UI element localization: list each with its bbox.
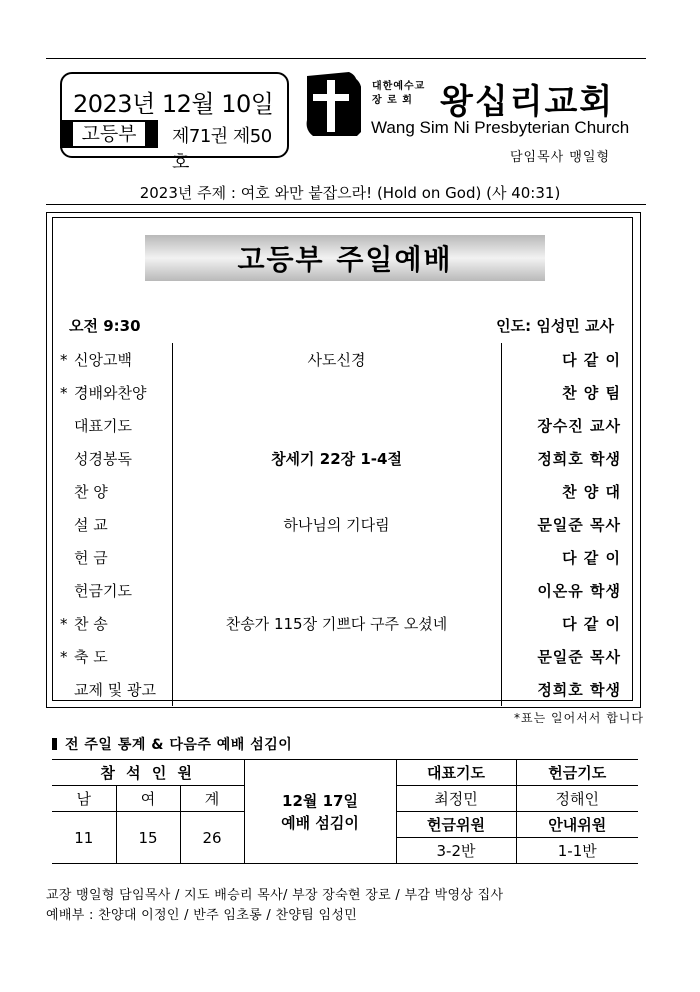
order-item-cell [52,640,172,673]
order-item-cell [52,376,172,409]
order-item-cell [52,409,172,442]
denomination [372,80,425,108]
order-item: 축 도 [74,648,108,666]
order-content [172,673,501,706]
order-item-cell [52,442,172,475]
role-name: 1-1반 [516,838,638,864]
order-item-cell [52,343,172,376]
order-row [52,376,633,409]
order-row [52,541,633,574]
role-label: 대표기도 [396,760,516,786]
order-row [52,475,633,508]
order-content [172,376,501,409]
col-male: 남 [52,786,116,812]
order-item: 대표기도 [74,417,132,435]
count-total: 26 [180,812,244,864]
next-week-cell [244,760,396,864]
role-label: 헌금위원 [396,812,516,838]
order-item: 설 교 [74,516,108,534]
order-person: 찬 양 팀 [562,384,621,402]
stats-section-title [52,734,292,754]
service-time: 오전 9:30 [69,317,141,335]
theme-rule [46,204,646,205]
church-name: 왕십리교회 [440,82,615,122]
order-item: 교제 및 광고 [74,681,156,699]
order-row [52,607,633,640]
col-total: 계 [180,786,244,812]
order-person: 장수진 교사 [537,417,621,435]
volume-number: 제71권 제50호 [172,126,272,173]
order-item-cell [52,673,172,706]
order-item-cell [52,475,172,508]
order-person: 문일준 목사 [537,648,621,666]
order-content [172,640,501,673]
stand-marker: * [60,351,68,369]
order-item: 성경봉독 [74,450,132,468]
senior-pastor: 담임목사 맹일형 [510,150,611,165]
order-item: 찬 양 [74,483,108,501]
order-row [52,640,633,673]
order-item-cell [52,508,172,541]
count-male: 11 [52,812,116,864]
order-content: 하나님의 기다림 [172,508,501,541]
order-item-cell [52,607,172,640]
role-name: 최정민 [396,786,516,812]
order-person: 찬 양 대 [562,483,621,501]
order-row [52,442,633,475]
section-bullet-icon [52,738,57,750]
church-name-english: Wang Sim Ni Presbyterian Church [371,118,630,137]
worship-order-table [52,343,633,706]
order-row [52,343,633,376]
order-item: 경배와찬양 [74,384,147,402]
standing-note: *표는 일어서서 합니다 [514,711,644,725]
stand-marker: * [60,384,68,402]
count-female: 15 [116,812,180,864]
stats-section-label: 전 주일 통계 & 다음주 예배 섬김이 [65,737,293,753]
department-label: 고등부 [73,122,144,146]
order-row [52,574,633,607]
order-item-cell [52,574,172,607]
worship-team-line: 예배부 : 찬양대 이정인 / 반주 임초롱 / 찬양팀 임성민 [46,908,358,923]
stats-table [52,759,638,864]
worship-order-box [46,212,641,708]
next-week-label: 예배 섬김이 [281,813,359,832]
order-content [172,574,501,607]
bulletin-date: 2023년 12월 10일 [73,90,274,118]
next-week-date: 12월 17일 [282,791,358,810]
order-item: 신앙고백 [74,351,132,369]
col-female: 여 [116,786,180,812]
order-person: 정희호 학생 [537,450,621,468]
order-row [52,673,633,706]
role-name: 3-2반 [396,838,516,864]
service-leader: 인도: 임성민 교사 [496,317,614,335]
order-content [172,541,501,574]
date-box [60,72,289,173]
order-content [172,475,501,508]
staff-line: 교장 맹일형 담임목사 / 지도 배승리 목사/ 부장 장숙현 장로 / 부감 박영상 집사 [46,888,504,903]
role-label: 헌금기도 [516,760,638,786]
order-item: 헌금기도 [74,582,132,600]
stand-marker: * [60,615,68,633]
order-person: 이온유 학생 [537,582,621,600]
order-person: 정희호 학생 [537,681,621,699]
annual-theme: 2023년 주제 : 여호 와만 붙잡으라! (Hold on God) (사 40:31) [139,184,561,202]
order-item-cell [52,541,172,574]
order-person: 문일준 목사 [537,516,621,534]
role-name: 정해인 [516,786,638,812]
order-person: 다 같 이 [562,549,621,567]
order-person: 다 같 이 [562,615,621,633]
denomination-line2: 장 로 회 [372,95,413,106]
service-title: 고등부 주일예배 [145,235,545,281]
top-rule [46,58,646,59]
department-badge [60,120,158,148]
order-content: 사도신경 [172,343,501,376]
order-row [52,508,633,541]
order-content [172,409,501,442]
order-item: 헌 금 [74,549,108,567]
order-item: 찬 송 [74,615,108,633]
stand-marker: * [60,648,68,666]
denomination-line1: 대한예수교 [372,81,426,92]
role-label: 안내위원 [516,812,638,838]
attendance-header: 참 석 인 원 [52,760,244,786]
order-content: 창세기 22장 1-4절 [172,442,501,475]
order-row [52,409,633,442]
order-person: 다 같 이 [562,351,621,369]
cross-logo-icon [301,70,361,140]
order-content: 찬송가 115장 기쁘다 구주 오셨네 [172,607,501,640]
